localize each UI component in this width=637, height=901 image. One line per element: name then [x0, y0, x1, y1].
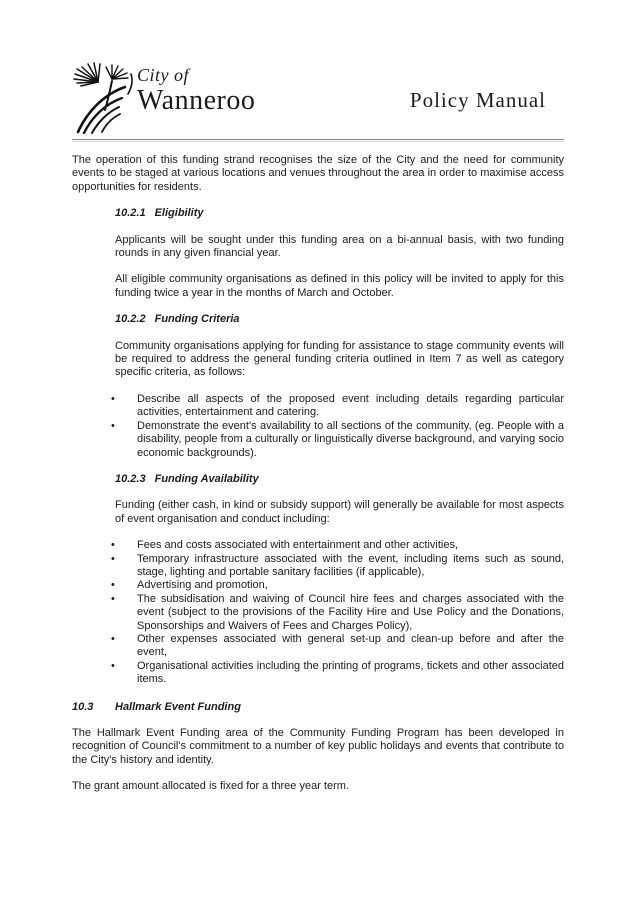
section-heading — [72, 701, 564, 714]
section-title: Funding Criteria — [154, 313, 240, 326]
logo-text-wanneroo: Wanneroo — [137, 85, 256, 116]
logo-wordmark — [137, 62, 255, 116]
section-heading — [115, 473, 564, 486]
section-title: Funding Availability — [154, 472, 259, 485]
list-item-text: Temporary infrastructure associated with the event, including items such as sound, stage, lighting and portable sanitary facilities (if applicable), — [137, 552, 564, 578]
section-funding-availability — [72, 473, 564, 687]
section-heading — [115, 313, 564, 326]
paragraph: Applicants will be sought under this funding area on a bi-annual basis, with two funding rounds in any given financial year. — [115, 233, 564, 260]
list-item — [137, 633, 564, 660]
section-title: Hallmark Event Funding — [115, 700, 241, 713]
city-of-wanneroo-logo — [72, 62, 255, 134]
paragraph: The Hallmark Event Funding area of the Community Funding Program has been developed in recognition of Council's commitment to a number of key public holidays and events that contribute to the City's history and identity. — [72, 727, 564, 766]
bullet-list — [72, 393, 564, 460]
logo-text-city-of: City of — [137, 65, 189, 85]
list-item-text: Demonstrate the event's availability to all sections of the community, (eg. People with a disability, people from a culturally or linguistically diverse background, and varying socio economic backgrounds). — [137, 419, 564, 459]
list-item — [137, 393, 564, 420]
kangaroo-paw-icon — [72, 62, 134, 134]
section-number: 10.2.1 — [115, 207, 146, 220]
section-number: 10.3 — [72, 700, 94, 713]
intro-paragraph: The operation of this funding strand recognises the size of the City and the need for community events to be staged at various locations and venues throughout the area in order to maximise access opportunities for residents. — [72, 154, 564, 193]
list-item — [137, 660, 564, 687]
bullet-list — [72, 539, 564, 686]
section-title: Eligibility — [154, 207, 204, 220]
policy-body — [72, 154, 564, 794]
list-item-text: Other expenses associated with general set-up and clean-up before and after the event, — [137, 632, 564, 659]
paragraph: All eligible community organisations as defined in this policy will be invited to apply for this funding twice a year in the months of March and October. — [115, 273, 564, 299]
section-hallmark-event-funding — [72, 701, 564, 794]
paragraph: The grant amount allocated is fixed for a three year term. — [72, 780, 349, 793]
list-item — [137, 593, 564, 633]
section-number: 10.2.2 — [115, 313, 146, 326]
list-item-text: Describe all aspects of the proposed event including details regarding particular activities, entertainment and catering. — [137, 392, 564, 419]
section-heading — [115, 207, 564, 220]
list-item-text: Fees and costs associated with entertainment and other activities, — [137, 539, 459, 552]
list-item — [137, 579, 564, 592]
list-item — [137, 553, 564, 580]
section-number: 10.2.3 — [115, 472, 146, 485]
list-item — [137, 420, 564, 460]
header-divider — [72, 139, 564, 142]
page-header — [72, 62, 564, 134]
paragraph: Funding (either cash, in kind or subsidy support) will generally be available for most aspects of event organisation and conduct including: — [115, 499, 564, 525]
list-item — [137, 539, 564, 552]
list-item-text: Organisational activities including the printing of programs, tickets and other associated items. — [137, 659, 564, 686]
section-funding-criteria — [72, 313, 564, 460]
document-title: Policy Manual — [409, 88, 546, 112]
list-item-text: The subsidisation and waiving of Council hire fees and charges associated with the event (subject to the provisions of the Facility Hire and Use Policy and the Donations, Sponsorships and Waivers of Fees and Charges Policy), — [137, 592, 564, 632]
section-eligibility — [72, 207, 564, 300]
paragraph: Community organisations applying for funding for assistance to stage community events will be required to address the general funding criteria outlined in Item 7 as well as category specific criteria, as follows: — [115, 339, 564, 379]
list-item-text: Advertising and promotion, — [137, 579, 268, 592]
